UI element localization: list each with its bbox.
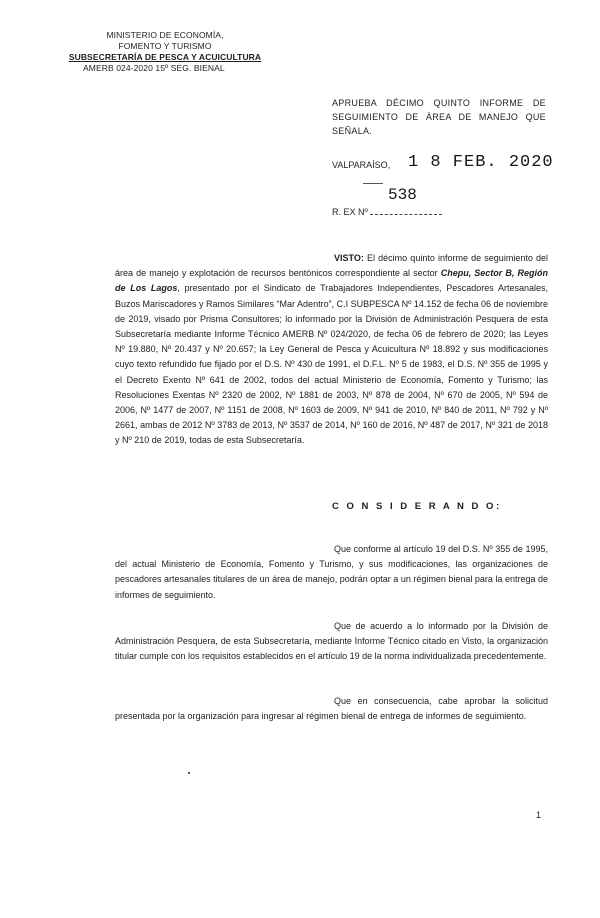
number-blank-line [370,206,442,215]
considerando-heading: C O N S I D E R A N D O: [332,501,502,512]
resolution-subject [332,96,546,138]
visto-keyword: VISTO: [334,253,364,263]
resolution-number: 538 [388,186,417,204]
resolution-label-text: R. EX Nº [332,207,368,217]
visto-paragraph [115,251,548,449]
ministry-name-line2: FOMENTO Y TURISMO [118,41,212,51]
letterhead [60,30,270,74]
visto-text-a: El décimo quinto informe de seguimiento del área de manejo y explotación de recursos bentónicos correspondiente al sector [115,253,548,279]
ministry-name-line1: MINISTERIO DE ECONOMÍA, [106,30,224,40]
ink-mark [188,772,190,774]
page-number: 1 [536,810,542,820]
visto-sector: Chepu, Sector B, Región de Los Lagos [115,268,548,294]
date-stamp: 1 8 FEB. 2020 [408,153,554,172]
visto-text-b: , presentado por el Sindicato de Trabajadores Independientes, Pescadores Artesanales, Buzos Mariscadores y Ramos Similares “Mar Adentro”, C.I SUBPESCA Nº 14.152 de fecha 06 de noviembre de 2019, visado por Prisma Consultores; lo informado por la División de Administración Pesquera de esta Subsecretaría mediante Informe Técnico AMERB Nº 024/2020, de fecha 06 de febrero de 2020; las Leyes Nº 19.880, Nº 20.437 y Nº 20.657; la Ley General de Pesca y Acuicultura Nº 18.892 y sus modificaciones cuyo texto refundido fue fijado por el D.S. Nº 430 de 1991, el D.F.L. Nº 5 de 1983, el D.S. Nº 355 de 1995 y el Decreto Exento Nº 641 de 2002, todos del actual Ministerio de Economía, Fomento y Turismo; las Resoluciones Exentas Nº 2320 de 2002, Nº 1881 de 2003, Nº 878 de 2004, Nº 670 de 2005, Nº 594 de 2006, Nº 1477 de 2007, Nº 1151 de 2008, Nº 1603 de 2009, Nº 941 de 2010, Nº 840 de 2011, Nº 792 y Nº 2661, ambas de 2012 Nº 3783 de 2013, Nº 3537 de 2014, Nº 160 de 2016, Nº 487 de 2017, Nº 321 de 2018 y Nº 210 de 2019, todas de esta Subsecretaría. [115,283,548,446]
subsecretaria-name: SUBSECRETARÍA DE PESCA Y ACUICULTURA [68,52,262,62]
subject-line2: SEGUIMIENTO DE ÁREA DE MANEJO QUE SEÑALA. [332,112,546,136]
considerando-paragraph-1: Que conforme al artículo 19 del D.S. Nº 355 de 1995, del actual Ministerio de Economía, Fomento y Turismo, y sus modificaciones, las organizaciones de pescadores artesanales titulares de un área de manejo, podrán optar a un régimen bienal para la entrega de informes de seguimiento. [115,544,548,600]
place-and-date [332,153,554,172]
considerando-paragraph-2: Que de acuerdo a lo informado por la División de Administración Pesquera, de esta Subsecretaría, mediante Informe Técnico citado en Visto, la organización titular cumple con los requisitos establecidos en el artículo 19 de la norma individualizada precedentemente. [115,621,548,662]
resolution-label [332,206,442,217]
city: VALPARAÍSO, [332,160,391,170]
considerando-paragraph-3: Que en consecuencia, cabe aprobar la solicitud presentada por la organización para ingresar al régimen bienal de entrega de informes de seguimiento. [115,696,548,722]
subject-line1: APRUEBA DÉCIMO QUINTO INFORME DE [332,98,546,108]
document-reference: AMERB 024-2020 15º SEG. BIENAL [83,63,225,73]
